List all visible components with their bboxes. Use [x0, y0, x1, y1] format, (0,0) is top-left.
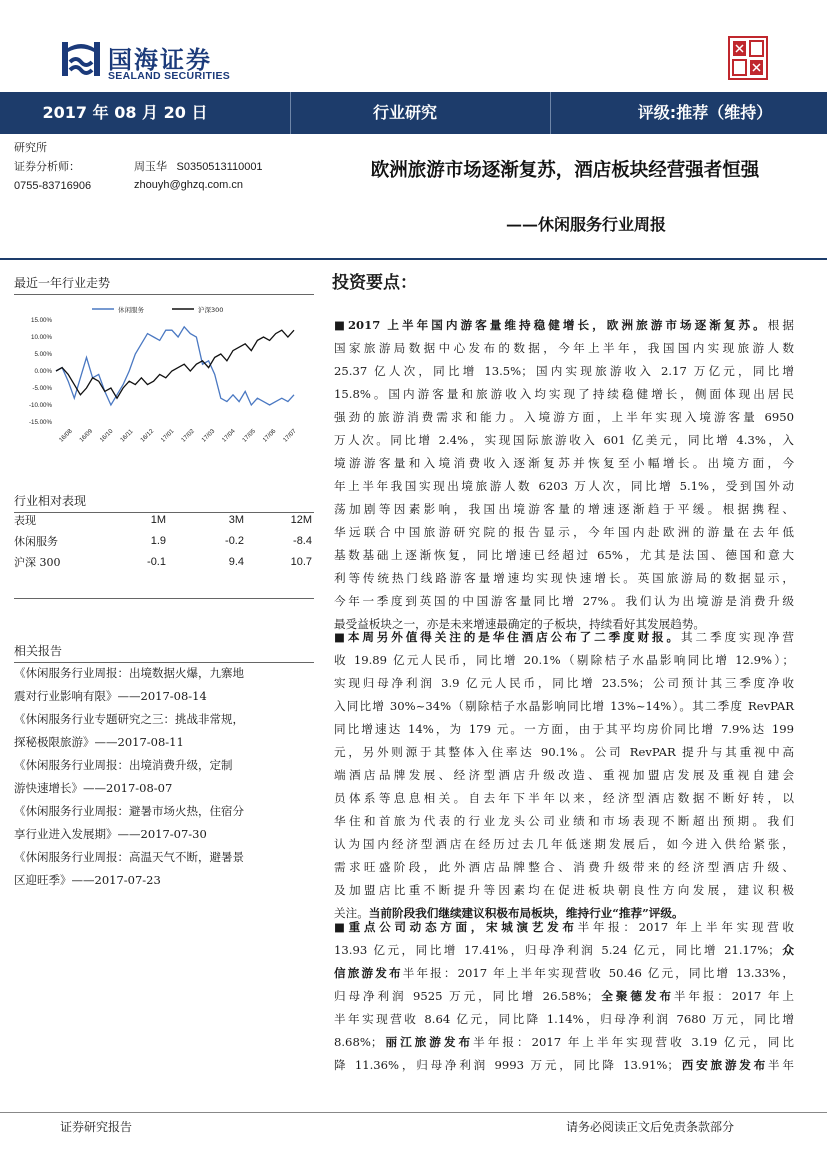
paragraph-line: 实现归母净利润 3.9 亿元人民币，同比增 23.5%；公司预计其三季度净收 [334, 676, 794, 690]
x-tick-label: 17/05 [241, 427, 257, 444]
legend-label: 沪深300 [198, 306, 224, 314]
paragraph-line: 需求旺盛阶段，此外酒店品牌整合、消费升级带来的经济型酒店升级、 [334, 860, 794, 874]
x-tick-label: 17/04 [220, 427, 237, 444]
analyst-phone: 0755-83716906 [14, 180, 92, 192]
footer-label: 证券研究报告 [60, 1120, 133, 1134]
paragraph-line: 半年实现营收 8.64 亿元，同比降 1.14%，归母净利润 7680 万元，同比增 [334, 1012, 794, 1026]
paragraph-line: 强劲的旅游消费需求和能力。入境游方面，上半年实现入境游客量 6950 [334, 410, 794, 424]
paragraph-line: 年上半年我国实现出境旅游人数 6203 万人次，同比增 5.1%，受到国外动 [334, 479, 794, 493]
related-report-line[interactable]: 区迎旺季》——2017-07-23 [14, 873, 161, 887]
paragraph-line: 今年一季度到英国的中国游客量同比增 27%。我们认为出境游是消费升级 [334, 594, 794, 608]
y-tick-label: 5.00% [34, 351, 52, 358]
table-cell: 9.4 [228, 556, 244, 568]
analyst-info [14, 138, 314, 195]
paragraph-line: 国家旅游局数据中心发布的数据，今年上半年，我国国内实现旅游人数 [334, 341, 794, 355]
paragraph-line: 荡加剧等因素影响，我国出境游客量的增速逐渐趋于平缓。根据携程、 [334, 502, 794, 516]
analyst-name: 周玉华 [134, 160, 167, 173]
paragraph-line: 境游游客量和入境消费收入逐渐复苏并恢复至小幅增长。出境方面，今 [334, 456, 794, 470]
paragraph-line: 降 11.36%，归母净利润 9993 万元，同比降 13.91%；西安旅游发布半年 [334, 1058, 794, 1072]
x-tick-label: 17/07 [281, 427, 298, 444]
paragraph-line: 华远联合中国旅游研究院的报告显示，今年国内赴欧洲的游量在去年低 [334, 525, 794, 539]
report-type: 行业研究 [372, 103, 437, 122]
table-cell: 1.9 [150, 535, 166, 547]
table-cell: 休闲服务 [14, 535, 58, 548]
brand-name-cn: 国海证券 [108, 46, 212, 74]
y-tick-label: -15.00% [28, 419, 52, 426]
research-dept: 研究所 [14, 141, 47, 154]
research-seal-icon [728, 36, 768, 80]
performance-table [14, 510, 312, 573]
paragraph-line: 归母净利润 9525 万元，同比增 26.58%；全聚德发布半年报：2017 年上 [334, 989, 794, 1003]
paragraph-line: 同比增速达 14%，为 179 元。一方面，由于其平均房价同比增 7.9%达 199 [334, 722, 794, 736]
table-row [14, 531, 312, 552]
related-report-line[interactable]: 游快速增长》——2017-08-07 [14, 781, 173, 795]
paragraph-line: 25.37 亿人次，同比增 13.5%；国内实现旅游收入 2.17 万亿元，同比增 [334, 364, 794, 378]
paragraph-line: ■本周另外值得关注的是华住酒店公布了二季度财报。其二季度实现净营 [334, 630, 794, 644]
table-header-cell: 12M [290, 514, 312, 526]
band-divider [290, 92, 291, 134]
series-line [56, 330, 294, 398]
paragraph-line: 13.93 亿元，同比增 17.41%，归母净利润 5.24 亿元，同比增 21.17%；众 [334, 943, 794, 957]
report-date: 2017 年 08 月 20 日 [42, 103, 208, 122]
brand-logo [60, 38, 260, 88]
table-row [14, 552, 312, 573]
paragraph-line: 华住和首旅为代表的行业龙头公司业绩和市场表现不断超出预期。我们 [334, 814, 794, 828]
related-reports-list [14, 662, 314, 892]
report-rating: 评级:推荐（维持） [637, 103, 773, 122]
table-cell: -0.1 [147, 556, 166, 568]
table-cell: -0.2 [225, 535, 244, 547]
analyst-cert: S0350513110001 [176, 161, 263, 173]
legend-label: 休闲服务 [118, 306, 144, 314]
title-divider [0, 258, 827, 260]
table-header-cell: 3M [228, 514, 244, 526]
performance-heading: 行业相对表现 [14, 492, 314, 513]
chart-y-axis [29, 317, 53, 426]
related-report-line[interactable]: 享行业进入发展期》——2017-07-30 [14, 827, 207, 841]
table-header-cell: 表现 [14, 514, 36, 527]
paragraph-huazhu-earnings [334, 626, 794, 925]
trend-heading: 最近一年行业走势 [14, 274, 314, 295]
related-report-line[interactable]: 《休闲服务行业周报：高温天气不断，避暑景 [14, 850, 244, 864]
paragraph-line: 8.68%；丽江旅游发布半年报：2017 年上半年实现营收 3.19 亿元，同比 [334, 1035, 794, 1049]
table-divider [14, 598, 314, 599]
paragraph-line: ■重点公司动态方面，宋城演艺发布半年报：2017 年上半年实现营收 [334, 920, 794, 934]
analyst-email[interactable]: zhouyh@ghzq.com.cn [134, 179, 244, 191]
chart-legend [92, 305, 223, 314]
paragraph-line: 万人次。同比增 2.4%，实现国际旅游收入 601 亿美元，同比增 4.3%，入 [334, 433, 794, 447]
related-report-line[interactable]: 《休闲服务行业专题研究之三：挑战非常规， [14, 712, 244, 726]
series-line [56, 327, 294, 405]
table-cell: 10.7 [290, 556, 312, 568]
paragraph-line: 利等传统热门线路游客量增速均实现快速增长。英国旅游局的数据显示， [334, 571, 794, 585]
x-tick-label: 16/08 [57, 427, 74, 444]
footer-divider [0, 1112, 827, 1113]
paragraph-line: 最受益板块之一，亦是未来增速最确定的子板块，持续看好其发展趋势。 [334, 617, 706, 631]
paragraph-line: 15.8%。国内游客量和旅游收入均实现了持续稳健增长，侧面体现出居民 [334, 387, 794, 401]
paragraph-domestic-tourism [334, 314, 794, 636]
sealand-logo-icon [60, 38, 102, 80]
brand-name-en: SEALAND SECURITIES [108, 70, 231, 82]
paragraph-line: 及加盟店比重不断提升等因素均在促进板块朝良性方向发展，建议积极 [334, 883, 794, 897]
related-report-line[interactable]: 《休闲服务行业周报：避暑市场火热，住宿分 [14, 804, 244, 818]
related-report-line[interactable]: 探秘极限旅游》——2017-08-11 [14, 735, 184, 749]
y-tick-label: -5.00% [32, 385, 52, 392]
report-title: 欧洲旅游市场逐渐复苏，酒店板块经营强者恒强 [370, 160, 760, 181]
x-tick-label: 16/10 [98, 427, 115, 444]
related-heading: 相关报告 [14, 642, 314, 663]
related-report-line[interactable]: 震对行业影响有限》——2017-08-14 [14, 689, 207, 703]
table-header-row [14, 510, 312, 531]
paragraph-line: 信旅游发布半年报：2017 年上半年实现营收 50.46 亿元，同比增 13.33%， [334, 966, 794, 980]
header-band [0, 92, 827, 134]
paragraph-line: 收 19.89 亿元人民币，同比增 20.1%（剔除桔子水晶影响同比增 12.9%）； [334, 653, 794, 667]
paragraph-line: 员体系等息息相关。自去年下半年以来，经济型酒店数据不断好转，以 [334, 791, 794, 805]
paragraph-line: ■2017 上半年国内游客量维持稳健增长，欧洲旅游市场逐渐复苏。根据 [334, 318, 794, 332]
chart-series [56, 327, 294, 405]
investment-heading: 投资要点： [332, 273, 417, 293]
y-tick-label: 15.00% [31, 317, 52, 324]
band-divider [550, 92, 551, 134]
y-tick-label: 10.00% [31, 334, 52, 341]
x-tick-label: 17/06 [261, 427, 278, 444]
footer-disclaimer: 请务必阅读正文后免责条款部分 [566, 1120, 735, 1134]
x-tick-label: 16/11 [119, 427, 135, 444]
x-tick-label: 16/09 [78, 427, 95, 444]
x-tick-label: 17/01 [159, 427, 176, 444]
analyst-role: 证券分析师： [14, 160, 80, 173]
trend-chart [14, 298, 312, 468]
y-tick-label: 0.00% [34, 368, 52, 375]
table-cell: -8.4 [293, 535, 312, 547]
x-tick-label: 17/03 [200, 427, 217, 444]
paragraph-company-news [334, 916, 794, 1077]
table-header-cell: 1M [150, 514, 166, 526]
report-subtitle: ——休闲服务行业周报 [505, 215, 666, 234]
x-tick-label: 16/12 [139, 427, 156, 444]
paragraph-line: 入同比增 30%~34%（剔除桔子水晶影响同比增 13%~14%）。其二季度 RevPAR [334, 699, 794, 713]
table-cell: 沪深 300 [14, 556, 61, 569]
related-report-line[interactable]: 《休闲服务行业周报：出境数据火爆，九寨地 [14, 666, 244, 680]
related-report-line[interactable]: 《休闲服务行业周报：出境消费升级，定制 [14, 758, 233, 772]
paragraph-line: 元，另外则源于其整体入住率达 90.1%。公司 RevPAR 提升与其重视中高 [334, 745, 794, 759]
paragraph-line: 认为国内经济型酒店在经历过去几年低迷期发展后，如今进入供给紧张， [334, 837, 794, 851]
x-tick-label: 17/02 [180, 427, 196, 444]
y-tick-label: -10.00% [28, 402, 52, 409]
paragraph-line: 关注。当前阶段我们继续建议积极布局板块，维持行业“推荐”评级。 [334, 906, 684, 920]
paragraph-line: 端酒店品牌发展、经济型酒店升级改造、重视加盟店发展及重视自建会 [334, 768, 794, 782]
paragraph-line: 基数基础上逐渐恢复，同比增速已经超过 65%，尤其是法国、德国和意大 [334, 548, 794, 562]
chart-x-axis [58, 427, 298, 443]
